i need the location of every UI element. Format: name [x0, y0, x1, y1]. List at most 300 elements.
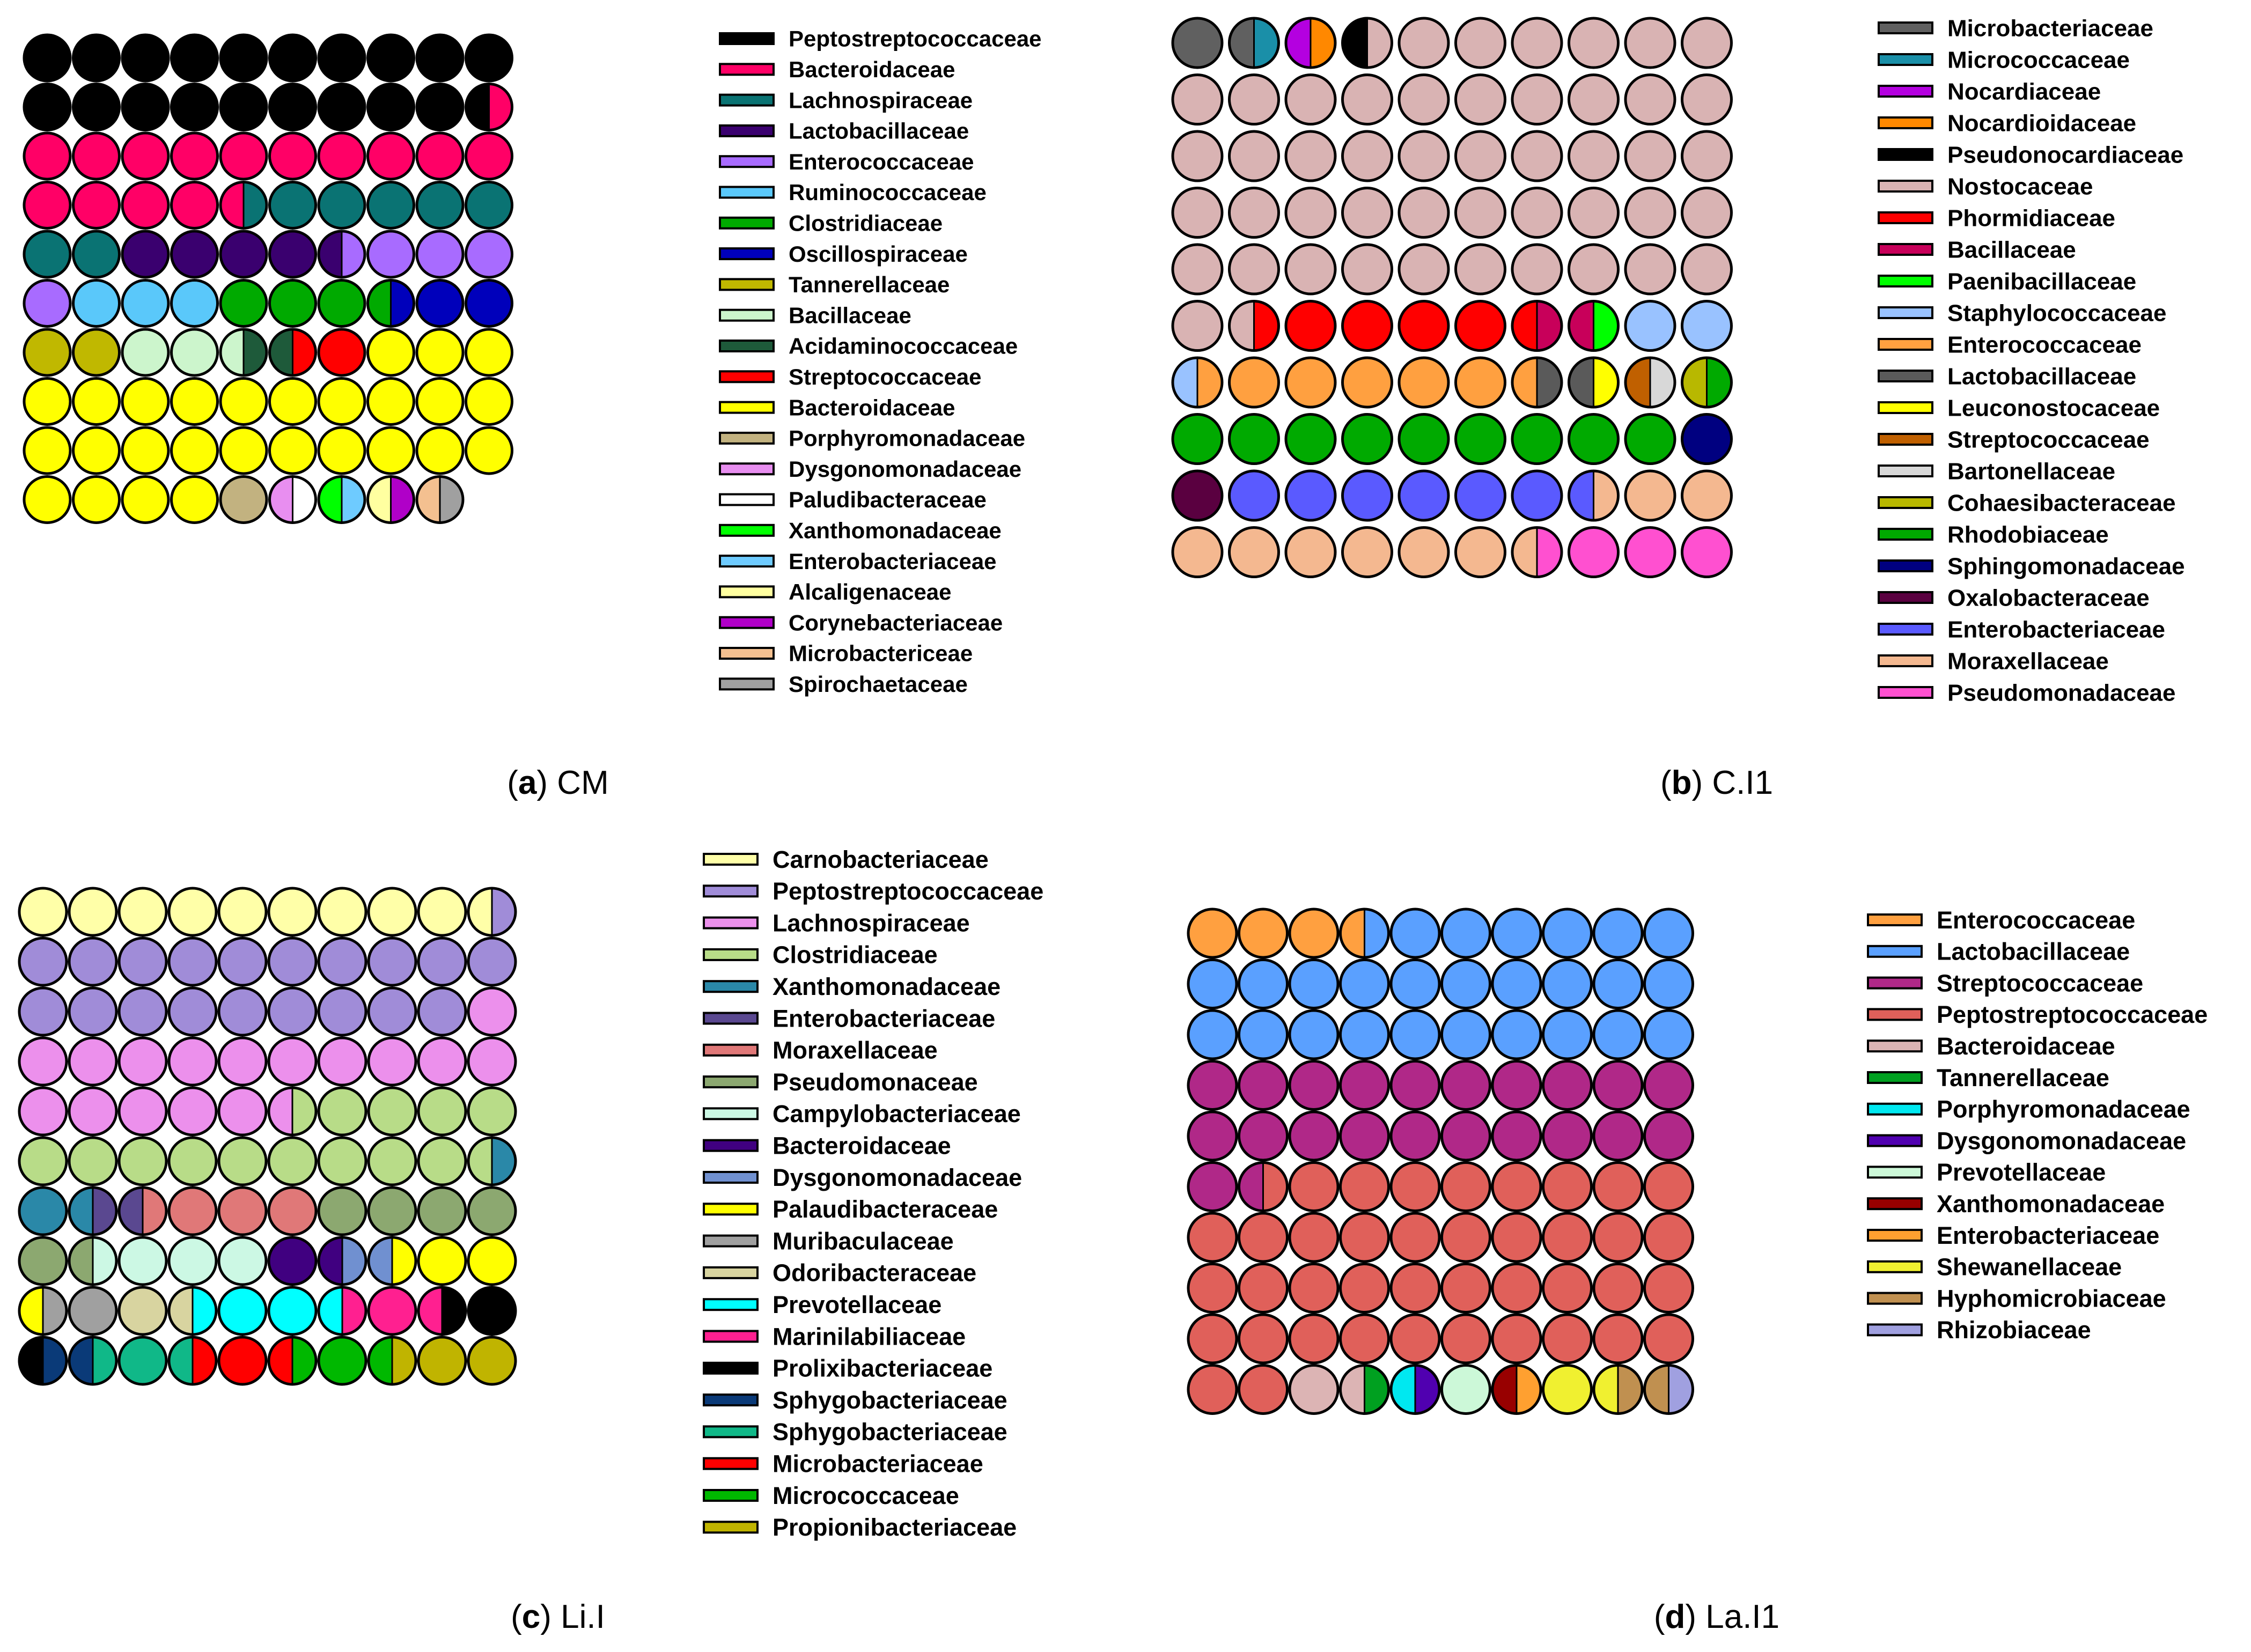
legend-label: Dysgonomonadaceae: [773, 1163, 1022, 1191]
legend-swatch: [720, 648, 774, 659]
legend-entry: [704, 1323, 966, 1350]
waffle-cell: [319, 1038, 366, 1085]
waffle-cell: [69, 888, 116, 935]
waffle-cell: [24, 477, 70, 523]
waffle-cell: [220, 329, 267, 375]
legend-entry: [1879, 300, 2166, 326]
waffle-cell: [24, 329, 70, 375]
waffle-cell: [1290, 1264, 1338, 1312]
legend-swatch: [1868, 1324, 1922, 1335]
legend-swatch: [704, 1299, 757, 1310]
legend-label: Moraxellaceae: [1947, 648, 2109, 675]
waffle-cell: [270, 35, 316, 81]
legend-swatch: [1879, 307, 1932, 318]
waffle-cell: [1341, 1011, 1389, 1059]
legend-swatch: [1879, 149, 1932, 160]
waffle-cell: [1569, 301, 1619, 351]
waffle-cell: [19, 1138, 67, 1185]
legend-label: Cohaesibacteraceae: [1947, 490, 2176, 517]
legend-swatch: [720, 617, 774, 628]
legend-label: Peptostreptococcaceae: [773, 877, 1044, 905]
waffle-cell: [219, 1138, 266, 1185]
waffle-cell: [1399, 188, 1448, 238]
waffle-cell: [269, 1038, 316, 1085]
legend-swatch: [1879, 276, 1932, 286]
waffle-cell: [19, 988, 67, 1035]
waffle-cell: [468, 1088, 516, 1135]
waffle-cell: [1343, 528, 1392, 577]
waffle-cell: [1442, 1163, 1490, 1211]
waffle-cell: [1290, 1011, 1338, 1059]
legend-entry: [1868, 1096, 2190, 1123]
legend-entry: [704, 1068, 978, 1096]
legend-swatch: [720, 586, 774, 597]
waffle-cell: [1682, 131, 1732, 181]
waffle-cell: [1492, 1366, 1541, 1414]
waffle-cell: [1512, 18, 1562, 68]
waffle-cell: [69, 1287, 116, 1334]
waffle-cell: [319, 888, 366, 935]
legend-entry: [1879, 15, 2153, 41]
legend-entry: [1868, 1190, 2165, 1218]
waffle-cell: [1512, 415, 1562, 464]
waffle-cell: [1625, 188, 1675, 238]
legend-entry: [704, 1227, 954, 1255]
legend-swatch: [704, 1458, 757, 1469]
waffle-cell: [1645, 1264, 1693, 1312]
panel-caption: (d) La.I1: [1653, 1598, 1780, 1635]
waffle-cell: [1343, 188, 1392, 238]
waffle-cell: [1341, 1315, 1389, 1363]
waffle-cell: [73, 35, 120, 81]
waffle-cell: [418, 938, 466, 985]
waffle-cell: [220, 231, 267, 277]
legend-swatch: [1879, 117, 1932, 128]
legend-entry: [704, 1100, 1021, 1127]
waffle-cell: [1290, 960, 1338, 1008]
legend-entry: [720, 303, 911, 328]
panel-ci1: [1159, 0, 2251, 818]
waffle-cell: [1625, 471, 1675, 520]
waffle-cell: [466, 84, 512, 130]
legend-entry: [1879, 490, 2176, 516]
waffle-cell: [1645, 1112, 1693, 1160]
waffle-cell: [270, 281, 316, 327]
waffle-cell: [1173, 188, 1222, 238]
waffle-cell: [1173, 415, 1222, 464]
legend-label: Hyphomicrobiaceae: [1937, 1285, 2166, 1312]
legend-swatch: [704, 1076, 757, 1087]
waffle-cell: [1456, 415, 1505, 464]
legend-entry: [1868, 1127, 2186, 1154]
waffle-cell: [1456, 301, 1505, 351]
waffle-cell: [24, 84, 70, 130]
waffle-cell: [417, 379, 463, 425]
legend-entry: [704, 1355, 992, 1382]
legend-entry: [720, 119, 969, 144]
legend-label: Lactobacillaceae: [1937, 938, 2130, 965]
waffle-cell: [1594, 1315, 1642, 1363]
legend-label: Bacillaceae: [1947, 237, 2076, 263]
waffle-cell: [270, 329, 316, 375]
legend-swatch: [704, 981, 757, 992]
legend-swatch: [704, 1172, 757, 1183]
waffle-cell: [1343, 131, 1392, 181]
waffle-cell: [368, 35, 414, 81]
waffle-cell: [1442, 1213, 1490, 1262]
waffle-cell: [220, 477, 267, 523]
legend-label: Micrococcaceae: [773, 1481, 959, 1509]
waffle-cell: [73, 133, 120, 179]
waffle-cell: [1492, 1112, 1541, 1160]
waffle-cell: [1230, 471, 1279, 520]
waffle-cell: [172, 133, 218, 179]
waffle-cell: [1456, 131, 1505, 181]
waffle-cell: [122, 281, 168, 327]
waffle-cell: [1391, 1061, 1439, 1110]
waffle-cell: [1341, 909, 1389, 957]
legend-label: Xanthomonadaceae: [1937, 1190, 2165, 1218]
legend-label: Enterobacteriaceae: [1947, 616, 2165, 643]
waffle-cell: [73, 379, 120, 425]
legend-entry: [1868, 1159, 2106, 1186]
legend-swatch: [1868, 1293, 1922, 1304]
waffle-cell: [319, 1287, 366, 1334]
waffle-cell: [417, 281, 463, 327]
waffle-cell: [219, 888, 266, 935]
legend-swatch: [720, 678, 774, 689]
waffle-cell: [1230, 188, 1279, 238]
waffle-cell: [418, 1287, 466, 1334]
waffle-cell: [219, 1337, 266, 1384]
waffle-cell: [270, 379, 316, 425]
waffle-cell: [169, 1237, 216, 1285]
waffle-cell: [1341, 1213, 1389, 1262]
waffle-cell: [1399, 358, 1448, 407]
legend-label: Carnobacteriaceae: [773, 845, 989, 873]
legend-label: Microbacteriaceae: [1947, 15, 2153, 42]
legend-swatch: [1868, 946, 1922, 957]
waffle-cell: [1682, 75, 1732, 124]
waffle-cell: [319, 281, 365, 327]
waffle-cell: [1492, 1213, 1541, 1262]
legend-swatch: [720, 218, 774, 228]
waffle-cell: [368, 477, 414, 523]
waffle-cell: [1343, 18, 1392, 68]
legend-label: Clostridiaceae: [773, 941, 938, 969]
waffle-cell: [24, 231, 70, 277]
waffle-cell: [1391, 1213, 1439, 1262]
waffle-cell: [270, 427, 316, 474]
waffle-cell: [172, 379, 218, 425]
waffle-cell: [69, 1138, 116, 1185]
waffle-cell: [1569, 188, 1619, 238]
waffle-cell: [119, 888, 166, 935]
panel-cm: [0, 0, 1116, 818]
legend-label: Bartonellaceae: [1947, 458, 2116, 485]
panel-lai1: [1159, 826, 2251, 1652]
legend-entry: [1879, 268, 2136, 294]
legend-label: Streptococcaceae: [789, 364, 982, 389]
waffle-cell: [1399, 75, 1448, 124]
waffle-cell: [1625, 358, 1675, 407]
waffle-cell: [122, 329, 168, 375]
legend-swatch: [1879, 371, 1932, 381]
waffle-cell: [319, 988, 366, 1035]
waffle-cell: [219, 1237, 266, 1285]
waffle-cell: [1399, 301, 1448, 351]
waffle-cell: [1188, 1264, 1237, 1312]
legend-label: Peptostreptococcaceae: [1937, 1001, 2208, 1029]
legend-entry: [1879, 616, 2165, 643]
legend-swatch: [704, 1013, 757, 1024]
legend-swatch: [1879, 497, 1932, 508]
legend-label: Odoribacteraceae: [773, 1259, 977, 1287]
waffle-cell: [73, 477, 120, 523]
waffle-cell: [1341, 1061, 1389, 1110]
waffle-cell: [119, 1188, 166, 1235]
waffle-cell: [468, 988, 516, 1035]
legend-label: Nocardioidaceae: [1947, 110, 2137, 137]
waffle-cell: [19, 888, 67, 935]
legend-swatch: [704, 1204, 757, 1214]
legend-label: Rhodobiaceae: [1947, 521, 2109, 548]
legend-label: Marinilabiliaceae: [773, 1323, 966, 1351]
legend-swatch: [704, 1522, 757, 1532]
waffle-cell: [119, 1038, 166, 1085]
waffle-cell: [1290, 1213, 1338, 1262]
legend-swatch: [720, 371, 774, 382]
waffle-cell: [119, 1287, 166, 1334]
waffle-cell: [369, 1337, 416, 1384]
legend-entry: [1879, 648, 2109, 674]
panel-caption: (c) Li.I: [511, 1598, 605, 1635]
legend-entry: [704, 909, 970, 936]
waffle-cell: [122, 427, 168, 474]
waffle-cell: [1230, 358, 1279, 407]
waffle-cell: [1543, 1366, 1592, 1414]
waffle-cell: [1645, 1315, 1693, 1363]
legend-entry: [1868, 1253, 2122, 1281]
waffle-cell: [1239, 1264, 1288, 1312]
waffle-cell: [1625, 18, 1675, 68]
waffle-cell: [417, 133, 463, 179]
waffle-cell: [1399, 528, 1448, 577]
waffle-cell: [1239, 1213, 1288, 1262]
legend-swatch: [704, 1267, 757, 1278]
waffle-cell: [1343, 245, 1392, 294]
waffle-cell: [1645, 960, 1693, 1008]
waffle-cell: [1456, 471, 1505, 520]
legend-entry: [1868, 938, 2130, 965]
legend-entry: [1868, 1285, 2166, 1312]
waffle-cell: [418, 1337, 466, 1384]
waffle-cell: [1290, 1366, 1338, 1414]
legend-entry: [1879, 173, 2093, 200]
legend-label: Lactobacillaceae: [1947, 363, 2137, 390]
legend-label: Porphyromonadaceae: [1937, 1095, 2190, 1123]
waffle-cell: [122, 182, 168, 228]
waffle-cell: [1341, 960, 1389, 1008]
waffle-cell: [122, 84, 168, 130]
waffle-cell: [69, 1188, 116, 1235]
legend-label: Enterobacteriaceae: [773, 1005, 996, 1032]
waffle-cell: [122, 133, 168, 179]
legend-swatch: [720, 187, 774, 198]
waffle-cell: [1442, 1011, 1490, 1059]
legend-swatch: [704, 1140, 757, 1151]
legend-swatch: [1868, 1104, 1922, 1115]
legend-swatch: [1879, 86, 1932, 97]
waffle-cell: [19, 1038, 67, 1085]
waffle-cell: [1188, 1011, 1237, 1059]
waffle-cell: [1569, 358, 1619, 407]
waffle-cell: [1492, 1264, 1541, 1312]
waffle-cell: [1682, 188, 1732, 238]
waffle-cell: [1399, 131, 1448, 181]
legend-swatch: [1868, 914, 1922, 925]
legend-entry: [1879, 521, 2109, 548]
waffle-cell: [319, 477, 365, 523]
legend-entry: [704, 973, 1001, 1000]
legend-label: Paenibacillaceae: [1947, 268, 2137, 295]
waffle-cell: [1341, 1366, 1389, 1414]
waffle-cell: [169, 1287, 216, 1334]
waffle-cell: [418, 1038, 466, 1085]
legend-swatch: [1868, 1041, 1922, 1051]
waffle-cell: [1543, 960, 1592, 1008]
legend-swatch: [1868, 1198, 1922, 1209]
legend-label: Acidaminococcaceae: [789, 333, 1018, 359]
legend-label: Campylobacteriaceae: [773, 1100, 1021, 1128]
legend-entry: [1879, 553, 2185, 579]
legend-swatch: [720, 433, 774, 444]
legend-entry: [1879, 363, 2136, 389]
legend-entry: [720, 241, 968, 267]
waffle-cell: [1188, 960, 1237, 1008]
waffle-cell: [1569, 18, 1619, 68]
waffle-cell: [19, 1237, 67, 1285]
waffle-cell: [1442, 1366, 1490, 1414]
waffle-cell: [1239, 1011, 1288, 1059]
legend-swatch: [1868, 978, 1922, 989]
legend-label: Leuconostocaceae: [1947, 395, 2160, 422]
waffle-cell: [1569, 245, 1619, 294]
waffle-cell: [1625, 415, 1675, 464]
waffle-cell: [220, 281, 267, 327]
waffle-cell: [1456, 18, 1505, 68]
waffle-cell: [319, 1337, 366, 1384]
waffle-cell: [417, 182, 463, 228]
legend-swatch: [704, 1045, 757, 1056]
waffle-cell: [73, 427, 120, 474]
waffle-cell: [1456, 245, 1505, 294]
waffle-cell: [1594, 1011, 1642, 1059]
waffle-cell: [319, 329, 365, 375]
legend-label: Corynebacteriaceae: [789, 610, 1003, 636]
legend-label: Enterobacteriaceae: [1937, 1221, 2160, 1249]
waffle-cell: [1625, 131, 1675, 181]
waffle-cell: [417, 477, 463, 523]
waffle-cell: [418, 888, 466, 935]
legend-swatch: [1879, 624, 1932, 635]
legend-entry: [720, 57, 955, 82]
waffle-cell: [19, 938, 67, 985]
legend-label: Lachnospiraceae: [789, 87, 973, 113]
waffle-cell: [1286, 415, 1335, 464]
waffle-cell: [369, 888, 416, 935]
legend-label: Ruminococcaceae: [789, 180, 987, 205]
waffle-cell: [1391, 1163, 1439, 1211]
legend-label: Sphygobacteriaceae: [773, 1386, 1007, 1414]
legend-swatch: [720, 33, 774, 44]
waffle-cell: [220, 379, 267, 425]
waffle-cell: [368, 329, 414, 375]
waffle-cell: [466, 379, 512, 425]
legend-entry: [720, 87, 973, 113]
legend-swatch: [704, 886, 757, 896]
waffle-cell: [24, 133, 70, 179]
legend-entry: [704, 1514, 1017, 1541]
waffle-cell: [24, 281, 70, 327]
waffle-cell: [1290, 1163, 1338, 1211]
legend-swatch: [720, 64, 774, 75]
waffle-cell: [122, 35, 168, 81]
waffle-cell: [418, 1188, 466, 1235]
waffle-cell: [1188, 1213, 1237, 1262]
waffle-cell: [172, 35, 218, 81]
legend-entry: [1879, 47, 2130, 73]
waffle-cell: [418, 1138, 466, 1185]
legend-entry: [704, 1386, 1007, 1414]
waffle-cell: [1492, 960, 1541, 1008]
legend-entry: [1868, 1316, 2091, 1344]
legend-label: Lachnospiraceae: [773, 909, 970, 937]
waffle-cell: [418, 1088, 466, 1135]
waffle-cell: [172, 182, 218, 228]
legend-entry: [704, 1450, 983, 1477]
waffle-cell: [1343, 75, 1392, 124]
waffle-cell: [1569, 528, 1619, 577]
waffle-cell: [1290, 1112, 1338, 1160]
legend-label: Xanthomonadaceae: [789, 518, 1002, 543]
legend-swatch: [1879, 592, 1932, 603]
waffle-cell: [1230, 75, 1279, 124]
waffle-cell: [1230, 415, 1279, 464]
legend-entry: [704, 1259, 976, 1287]
legend-label: Xanthomonadaceae: [773, 972, 1001, 1000]
waffle-cell: [1230, 245, 1279, 294]
waffle-cell: [73, 329, 120, 375]
legend-entry: [1879, 458, 2115, 484]
legend-entry: [1879, 237, 2076, 263]
waffle-cell: [466, 182, 512, 228]
legend-entry: [704, 1164, 1022, 1191]
legend-swatch: [704, 854, 757, 865]
legend-swatch: [720, 402, 774, 413]
waffle-cell: [172, 477, 218, 523]
legend-entry: [704, 1196, 998, 1223]
waffle-cell: [369, 938, 416, 985]
legend-entry: [1879, 426, 2150, 453]
waffle-cell: [1543, 1264, 1592, 1312]
waffle-cell: [1173, 528, 1222, 577]
waffle-cell: [1682, 301, 1732, 351]
legend-swatch: [704, 1108, 757, 1119]
waffle-chart-cm: [0, 0, 1116, 815]
legend-swatch: [704, 1426, 757, 1437]
panel-caption: (b) C.I1: [1660, 764, 1774, 801]
